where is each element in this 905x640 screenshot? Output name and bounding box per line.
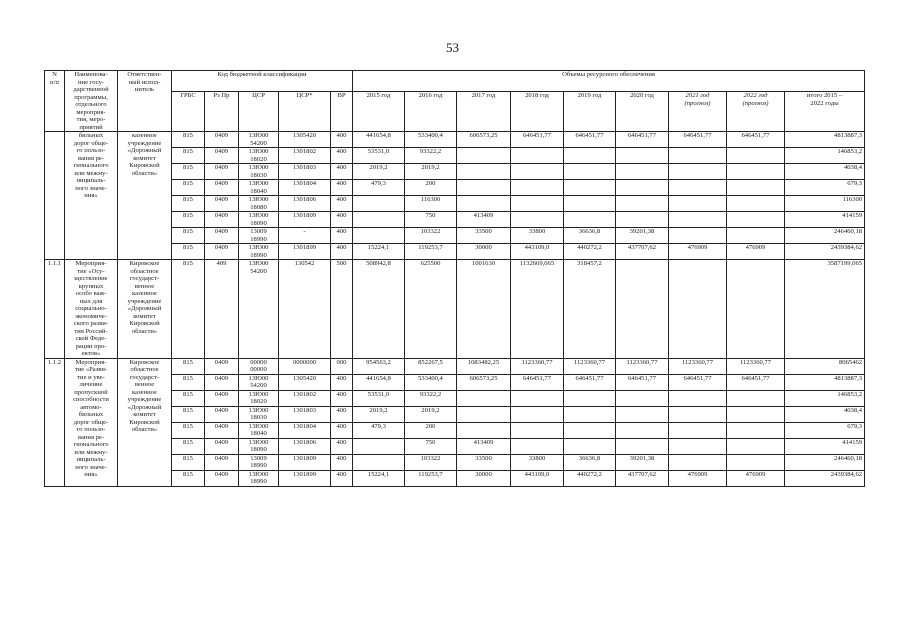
program-name: бильных дорог обще- го пользо- вания ре- гионального или межму- ниципаль- ного значе- ния» — [65, 132, 118, 260]
grbs-cell: 815 — [172, 358, 205, 374]
total-value-cell: 2439384,62 — [785, 470, 865, 486]
row-number — [45, 132, 65, 260]
col-header-grbs: ГРБС — [172, 92, 205, 132]
year-value-cell: 30000 — [457, 470, 511, 486]
col-header-year: 2018 год — [511, 92, 564, 132]
row-number: 1.1.1 — [45, 260, 65, 359]
year-value-cell: 1132669,065 — [511, 260, 564, 359]
csr-cell: 13Ю00 54200 — [239, 132, 279, 148]
year-value-cell: 33800 — [511, 454, 564, 470]
rzpr-cell: 0409 — [205, 164, 239, 180]
csr-cell: 13Ю00 18990 — [239, 244, 279, 260]
rzpr-cell: 0409 — [205, 148, 239, 164]
year-value-cell — [353, 228, 405, 244]
vr-cell: 400 — [331, 212, 353, 228]
csr-star-cell: 1305420 — [279, 132, 331, 148]
grbs-cell: 815 — [172, 148, 205, 164]
csr-star-cell: 1301809 — [279, 454, 331, 470]
total-value-cell: 4813887,3 — [785, 132, 865, 148]
vr-cell: 400 — [331, 454, 353, 470]
year-value-cell — [616, 260, 669, 359]
year-value-cell — [669, 406, 727, 422]
year-value-cell: 852267,5 — [405, 358, 457, 374]
vr-cell: 400 — [331, 470, 353, 486]
table-row — [45, 132, 865, 148]
csr-cell: 13Ю00 18030 — [239, 164, 279, 180]
vr-cell: 400 — [331, 148, 353, 164]
year-value-cell — [564, 212, 616, 228]
year-value-cell: 1123360,77 — [727, 358, 785, 374]
year-value-cell — [457, 406, 511, 422]
year-value-cell: 318457,2 — [564, 260, 616, 359]
csr-cell: 13Ю00 54200 — [239, 260, 279, 359]
year-value-cell — [727, 196, 785, 212]
total-value-cell: 116300 — [785, 196, 865, 212]
year-value-cell: 1123360,77 — [616, 358, 669, 374]
year-value-cell: 93322,2 — [405, 390, 457, 406]
year-value-cell — [727, 164, 785, 180]
year-value-cell: 508942,8 — [353, 260, 405, 359]
year-value-cell: 119253,7 — [405, 244, 457, 260]
csr-star-cell: 1301899 — [279, 470, 331, 486]
grbs-cell: 815 — [172, 228, 205, 244]
year-value-cell: 2019,2 — [353, 164, 405, 180]
year-value-cell — [511, 196, 564, 212]
col-header-vr: ВР — [331, 92, 353, 132]
rzpr-cell: 0409 — [205, 438, 239, 454]
year-value-cell — [727, 228, 785, 244]
year-value-cell: 1001630 — [457, 260, 511, 359]
vr-cell: 400 — [331, 374, 353, 390]
grbs-cell: 815 — [172, 406, 205, 422]
csr-star-cell: 1305420 — [279, 374, 331, 390]
year-value-cell — [669, 212, 727, 228]
year-value-cell: 413409 — [457, 212, 511, 228]
year-value-cell: 103322 — [405, 228, 457, 244]
csr-cell: 13009 18990 — [239, 454, 279, 470]
col-header-name: Наименова- ние госу- дарственной программы, отдельного мероприя- тия, меро- приятий — [65, 71, 118, 132]
year-value-cell — [669, 196, 727, 212]
grbs-cell: 815 — [172, 132, 205, 148]
vr-cell: 400 — [331, 438, 353, 454]
grbs-cell: 815 — [172, 180, 205, 196]
csr-cell: 13Ю00 18030 — [239, 406, 279, 422]
rzpr-cell: 0409 — [205, 454, 239, 470]
year-value-cell: 646451,77 — [616, 374, 669, 390]
year-value-cell: 1123360,77 — [564, 358, 616, 374]
year-value-cell: 750 — [405, 438, 457, 454]
year-value-cell: 30000 — [457, 244, 511, 260]
year-value-cell — [616, 406, 669, 422]
year-value-cell: 443109,0 — [511, 244, 564, 260]
csr-cell: 13Ю00 18020 — [239, 148, 279, 164]
year-value-cell — [669, 228, 727, 244]
vr-cell: 400 — [331, 422, 353, 438]
year-value-cell — [564, 438, 616, 454]
year-value-cell: 437707,62 — [616, 470, 669, 486]
total-value-cell: 146853,2 — [785, 390, 865, 406]
year-value-cell: 646451,77 — [669, 374, 727, 390]
col-header-year: 2019 год — [564, 92, 616, 132]
vr-cell: 400 — [331, 228, 353, 244]
year-value-cell: 954563,2 — [353, 358, 405, 374]
year-value-cell — [669, 180, 727, 196]
vr-cell: 500 — [331, 260, 353, 359]
rzpr-cell: 0409 — [205, 374, 239, 390]
year-value-cell — [353, 438, 405, 454]
year-value-cell — [669, 164, 727, 180]
year-value-cell — [727, 406, 785, 422]
program-name: Мероприя- тие «Разви- тие и уве- личение пропускной способности автомо- бильных дорог обще- го пользо- вания ре- гионального или межму- ниципаль- ного значе- ния» — [65, 358, 118, 486]
year-value-cell — [669, 260, 727, 359]
year-value-cell — [511, 148, 564, 164]
year-value-cell — [511, 422, 564, 438]
year-value-cell — [511, 180, 564, 196]
responsible-executor: Кировское областное государст- венное казенное учреждение «Дорожный комитет Кировской области» — [118, 260, 172, 359]
grbs-cell: 815 — [172, 212, 205, 228]
col-header-year: 2022 год (прогноз) — [727, 92, 785, 132]
csr-cell: 13Ю00 18040 — [239, 422, 279, 438]
year-value-cell: 437707,62 — [616, 244, 669, 260]
grbs-cell: 815 — [172, 470, 205, 486]
grbs-cell: 815 — [172, 164, 205, 180]
year-value-cell — [616, 390, 669, 406]
year-value-cell: 33800 — [511, 228, 564, 244]
year-value-cell: 646451,77 — [669, 132, 727, 148]
year-value-cell: 53531,0 — [353, 148, 405, 164]
year-value-cell — [616, 180, 669, 196]
rzpr-cell: 0409 — [205, 180, 239, 196]
year-value-cell — [564, 196, 616, 212]
year-value-cell: 1123360,77 — [511, 358, 564, 374]
total-value-cell: 679,3 — [785, 180, 865, 196]
rzpr-cell: 409 — [205, 260, 239, 359]
year-value-cell — [616, 148, 669, 164]
rzpr-cell: 0409 — [205, 470, 239, 486]
csr-star-cell: 1301804 — [279, 422, 331, 438]
year-value-cell — [457, 422, 511, 438]
csr-cell: 13Ю00 18090 — [239, 438, 279, 454]
grbs-cell: 815 — [172, 422, 205, 438]
year-value-cell: 119253,7 — [405, 470, 457, 486]
vr-cell: 400 — [331, 406, 353, 422]
year-value-cell: 606573,25 — [457, 132, 511, 148]
year-value-cell — [353, 196, 405, 212]
vr-cell: 000 — [331, 358, 353, 374]
csr-star-cell: 1301809 — [279, 212, 331, 228]
year-value-cell — [457, 148, 511, 164]
year-value-cell: 646451,77 — [616, 132, 669, 148]
year-value-cell: 646451,77 — [511, 132, 564, 148]
year-value-cell: 646451,77 — [727, 374, 785, 390]
year-value-cell — [727, 390, 785, 406]
total-value-cell: 4038,4 — [785, 164, 865, 180]
total-value-cell: 246460,18 — [785, 454, 865, 470]
total-value-cell: 679,3 — [785, 422, 865, 438]
year-value-cell: 750 — [405, 212, 457, 228]
csr-star-cell: 1301806 — [279, 438, 331, 454]
year-value-cell: 479,3 — [353, 422, 405, 438]
rzpr-cell: 0409 — [205, 132, 239, 148]
year-value-cell: 646451,77 — [564, 374, 616, 390]
table-body — [45, 132, 865, 487]
year-value-cell — [564, 180, 616, 196]
year-value-cell: 2019,2 — [405, 406, 457, 422]
budget-table — [44, 70, 865, 487]
col-header-csr-star: ЦСР* — [279, 92, 331, 132]
year-value-cell — [564, 406, 616, 422]
year-value-cell — [564, 148, 616, 164]
total-value-cell: 4038,4 — [785, 406, 865, 422]
rzpr-cell: 0409 — [205, 422, 239, 438]
col-header-responsible: Ответствен- ный испол- нитель — [118, 71, 172, 132]
col-header-year: 2016 год — [405, 92, 457, 132]
vr-cell: 400 — [331, 390, 353, 406]
year-value-cell: 625500 — [405, 260, 457, 359]
year-value-cell — [669, 438, 727, 454]
grbs-cell: 815 — [172, 454, 205, 470]
year-value-cell — [727, 454, 785, 470]
col-header-year: 2017 год — [457, 92, 511, 132]
total-value-cell: 246460,18 — [785, 228, 865, 244]
csr-star-cell: 1301803 — [279, 164, 331, 180]
year-value-cell: 33500 — [457, 454, 511, 470]
year-value-cell: 200 — [405, 180, 457, 196]
year-value-cell — [457, 196, 511, 212]
year-value-cell — [564, 390, 616, 406]
year-value-cell: 200 — [405, 422, 457, 438]
csr-cell: 13Ю00 18020 — [239, 390, 279, 406]
year-value-cell: 2019,2 — [353, 406, 405, 422]
year-value-cell: 2019,2 — [405, 164, 457, 180]
year-value-cell — [727, 422, 785, 438]
grbs-cell: 815 — [172, 438, 205, 454]
col-header-csr: ЦСР — [239, 92, 279, 132]
rzpr-cell: 0409 — [205, 358, 239, 374]
year-value-cell — [353, 454, 405, 470]
year-value-cell — [511, 406, 564, 422]
year-value-cell — [616, 438, 669, 454]
year-value-cell — [511, 390, 564, 406]
csr-cell: 13Ю00 18090 — [239, 212, 279, 228]
csr-star-cell: 130542 — [279, 260, 331, 359]
csr-star-cell: 1301803 — [279, 406, 331, 422]
total-value-cell: 8065462 — [785, 358, 865, 374]
year-value-cell: 36636,8 — [564, 454, 616, 470]
col-header-year: 2021 год (прогноз) — [669, 92, 727, 132]
total-value-cell: 414159 — [785, 438, 865, 454]
rzpr-cell: 0409 — [205, 212, 239, 228]
year-value-cell — [669, 454, 727, 470]
col-header-total: итого 2015 – 2022 годы — [785, 92, 865, 132]
year-value-cell — [511, 164, 564, 180]
grbs-cell: 815 — [172, 390, 205, 406]
csr-cell: 13Ю00 18080 — [239, 196, 279, 212]
program-name: Мероприя- тие «Осу- ществление крупных особо важ- ных для социально- экономиче- ского разви- тия Россий- ской Феде- рации про- ектов» — [65, 260, 118, 359]
total-value-cell: 4813887,3 — [785, 374, 865, 390]
csr-cell: 00000 00000 — [239, 358, 279, 374]
year-value-cell: 1083482,25 — [457, 358, 511, 374]
table-header — [45, 71, 865, 132]
year-value-cell: 103322 — [405, 454, 457, 470]
year-value-cell — [457, 180, 511, 196]
responsible-executor: казенное учреждение «Дорожный комитет Кировской области» — [118, 132, 172, 260]
row-number: 1.1.2 — [45, 358, 65, 486]
year-value-cell: 15224,1 — [353, 470, 405, 486]
vr-cell: 400 — [331, 244, 353, 260]
year-value-cell — [616, 212, 669, 228]
year-value-cell: 116300 — [405, 196, 457, 212]
year-value-cell — [669, 422, 727, 438]
year-value-cell: 440272,2 — [564, 470, 616, 486]
year-value-cell: 646451,77 — [564, 132, 616, 148]
csr-star-cell: - — [279, 228, 331, 244]
year-value-cell: 1123360,77 — [669, 358, 727, 374]
year-value-cell: 533400,4 — [405, 132, 457, 148]
rzpr-cell: 0409 — [205, 244, 239, 260]
page-number: 53 — [446, 40, 459, 55]
csr-star-cell: 0000000 — [279, 358, 331, 374]
year-value-cell: 533400,4 — [405, 374, 457, 390]
year-value-cell — [353, 212, 405, 228]
csr-star-cell: 1301804 — [279, 180, 331, 196]
total-value-cell: 3587199,065 — [785, 260, 865, 359]
year-value-cell: 479,3 — [353, 180, 405, 196]
rzpr-cell: 0409 — [205, 228, 239, 244]
year-value-cell — [564, 164, 616, 180]
csr-cell: 13Ю00 54200 — [239, 374, 279, 390]
col-header-rzpr: Рз Пр — [205, 92, 239, 132]
csr-star-cell: 1301806 — [279, 196, 331, 212]
rzpr-cell: 0409 — [205, 406, 239, 422]
year-value-cell: 93322,2 — [405, 148, 457, 164]
year-value-cell — [457, 390, 511, 406]
year-value-cell — [669, 390, 727, 406]
total-value-cell: 414159 — [785, 212, 865, 228]
year-value-cell — [727, 148, 785, 164]
year-value-cell: 36636,8 — [564, 228, 616, 244]
csr-cell: 13009 18990 — [239, 228, 279, 244]
rzpr-cell: 0409 — [205, 196, 239, 212]
vr-cell: 400 — [331, 164, 353, 180]
year-value-cell — [511, 212, 564, 228]
vr-cell: 400 — [331, 132, 353, 148]
year-value-cell: 440272,2 — [564, 244, 616, 260]
year-value-cell: 646451,77 — [511, 374, 564, 390]
csr-star-cell: 1301899 — [279, 244, 331, 260]
col-header-resources: Объемы ресурсного обеспечения — [353, 71, 865, 92]
year-value-cell: 646451,77 — [727, 132, 785, 148]
year-value-cell — [727, 180, 785, 196]
year-value-cell: 476909 — [669, 244, 727, 260]
year-value-cell — [727, 260, 785, 359]
responsible-executor: Кировское областное государст- венное казенное учреждение «Дорожный комитет Кировской области» — [118, 358, 172, 486]
col-header-year: 2020 год — [616, 92, 669, 132]
year-value-cell: 39201,38 — [616, 454, 669, 470]
rzpr-cell: 0409 — [205, 390, 239, 406]
year-value-cell: 413409 — [457, 438, 511, 454]
grbs-cell: 815 — [172, 244, 205, 260]
year-value-cell — [727, 212, 785, 228]
year-value-cell: 443109,0 — [511, 470, 564, 486]
year-value-cell — [457, 164, 511, 180]
year-value-cell — [564, 422, 616, 438]
grbs-cell: 815 — [172, 196, 205, 212]
year-value-cell: 53531,0 — [353, 390, 405, 406]
year-value-cell — [616, 196, 669, 212]
year-value-cell — [616, 422, 669, 438]
year-value-cell — [616, 164, 669, 180]
year-value-cell: 15224,1 — [353, 244, 405, 260]
col-header-year: 2015 год — [353, 92, 405, 132]
total-value-cell: 2439384,62 — [785, 244, 865, 260]
year-value-cell: 33500 — [457, 228, 511, 244]
year-value-cell — [511, 438, 564, 454]
year-value-cell: 441654,8 — [353, 374, 405, 390]
table-row — [45, 260, 865, 359]
vr-cell: 400 — [331, 196, 353, 212]
year-value-cell: 39201,38 — [616, 228, 669, 244]
col-header-budget-code: Код бюджетной классификации — [172, 71, 353, 92]
total-value-cell: 146853,2 — [785, 148, 865, 164]
year-value-cell: 476909 — [727, 244, 785, 260]
csr-star-cell: 1301802 — [279, 390, 331, 406]
csr-cell: 13Ю00 18990 — [239, 470, 279, 486]
grbs-cell: 815 — [172, 374, 205, 390]
csr-cell: 13Ю00 18040 — [239, 180, 279, 196]
year-value-cell — [669, 148, 727, 164]
col-header-number: N п/п — [45, 71, 65, 132]
year-value-cell: 476909 — [727, 470, 785, 486]
year-value-cell: 441654,8 — [353, 132, 405, 148]
csr-star-cell: 1301802 — [279, 148, 331, 164]
year-value-cell — [727, 438, 785, 454]
vr-cell: 400 — [331, 180, 353, 196]
year-value-cell: 606573,25 — [457, 374, 511, 390]
table-row — [45, 358, 865, 374]
year-value-cell: 476909 — [669, 470, 727, 486]
grbs-cell: 815 — [172, 260, 205, 359]
